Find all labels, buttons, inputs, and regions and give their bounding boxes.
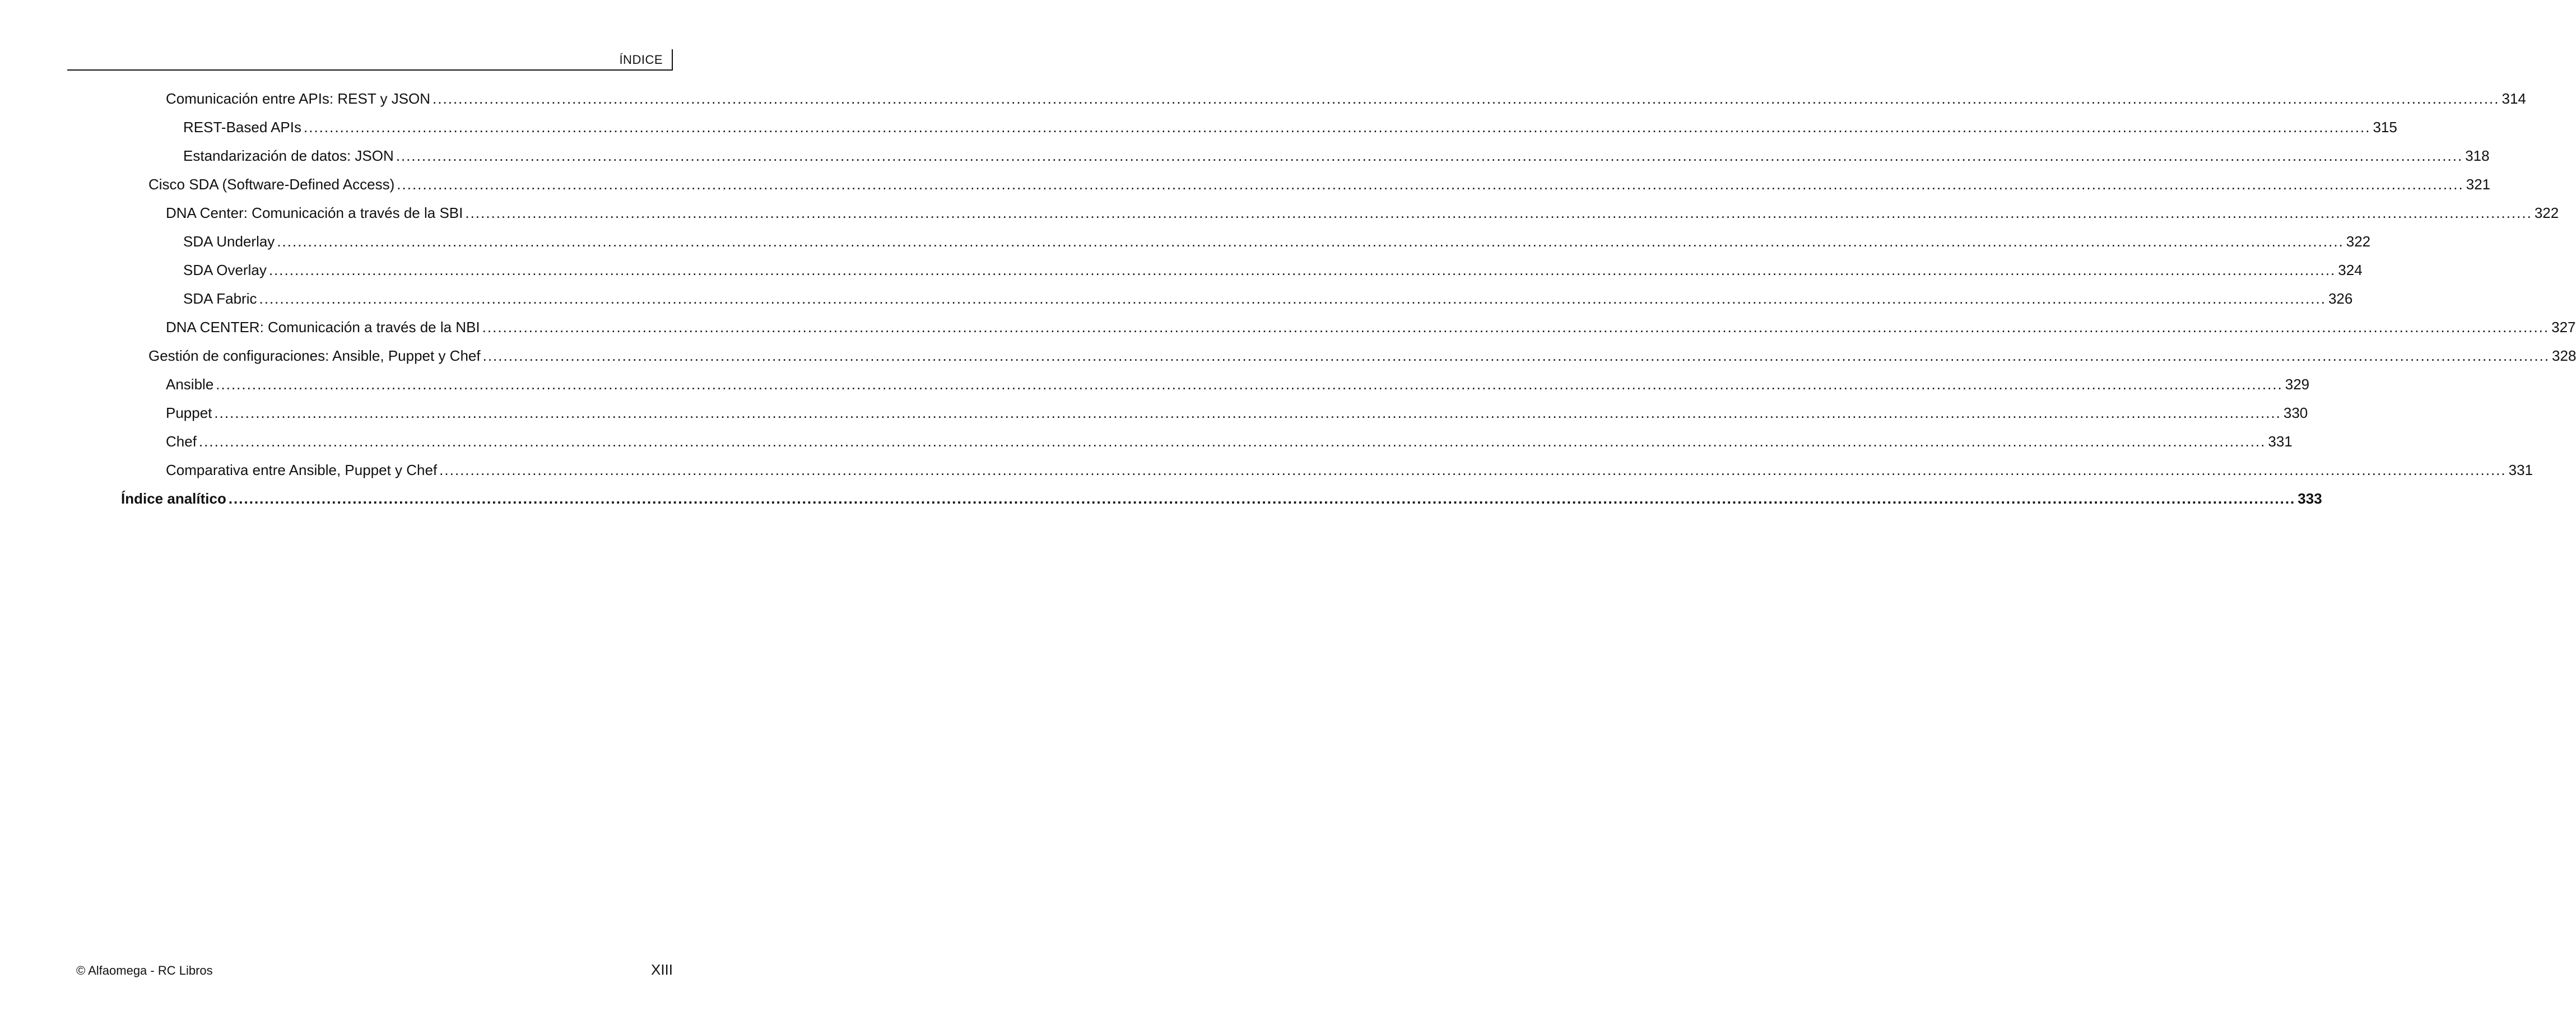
toc-dot-leader: ................................................................................................................................................................................................................................................................................................................................................................................................................ [482,347,2550,364]
toc-entry-page: 324 [2338,262,2363,278]
toc-entry[interactable] [148,173,2491,195]
toc-entry-page: 331 [2268,433,2293,450]
toc-entry[interactable] [183,287,2353,310]
toc-dot-leader: ................................................................................................................................................................................................................................................................................................................................................................................................................ [433,90,2500,107]
toc-entry-title: Índice analítico [121,490,226,507]
toc-entry[interactable] [183,145,2490,167]
toc-entry-title: Cisco SDA (Software-Defined Access) [148,176,395,193]
toc-entry-title: Chef [166,433,197,450]
toc-dot-leader: ................................................................................................................................................................................................................................................................................................................................................................................................................ [396,147,2463,164]
header-title: ÍNDICE [619,53,663,67]
toc-entry-title: Estandarización de datos: JSON [183,147,394,164]
toc-entry[interactable] [166,430,2293,453]
toc-entry[interactable] [121,487,2322,510]
toc-dot-leader: ................................................................................................................................................................................................................................................................................................................................................................................................................ [214,404,2281,421]
page-header [67,49,673,71]
toc-entry-page: 329 [2285,376,2310,393]
toc-entry-page: 314 [2501,90,2526,107]
toc-entry[interactable] [166,87,2526,110]
toc-entry-page: 318 [2465,147,2490,164]
toc-entry-page: 321 [2466,176,2491,193]
toc-dot-leader: ................................................................................................................................................................................................................................................................................................................................................................................................................ [216,376,2283,393]
toc-entry-title: SDA Underlay [183,233,275,250]
toc-dot-leader: ................................................................................................................................................................................................................................................................................................................................................................................................................ [482,319,2550,336]
toc-entry[interactable] [183,230,2371,253]
toc-entry[interactable] [166,316,2576,338]
toc-entry-page: 327 [2551,319,2576,336]
toc-entry-title: Puppet [166,404,212,421]
toc-entry-title: Comparativa entre Ansible, Puppet y Chef [166,462,438,478]
toc-entry-page: 328 [2552,347,2576,364]
toc-entry-page: 322 [2534,204,2559,221]
toc-entry[interactable] [166,459,2533,481]
toc-entry-title: Gestión de configuraciones: Ansible, Puppet y Chef [148,347,481,364]
toc-dot-leader: ................................................................................................................................................................................................................................................................................................................................................................................................................ [259,290,2326,307]
toc-dot-leader: ................................................................................................................................................................................................................................................................................................................................................................................................................ [465,204,2532,221]
toc-entry-page: 326 [2328,290,2353,307]
toc-dot-leader: ................................................................................................................................................................................................................................................................................................................................................................................................................ [397,176,2464,193]
toc-entry-page: 330 [2283,404,2308,421]
toc-entry-page: 331 [2508,462,2533,478]
toc-entry-title: Ansible [166,376,214,393]
toc-dot-leader: ................................................................................................................................................................................................................................................................................................................................................................................................................ [277,233,2344,250]
footer-publisher: © Alfaomega - RC Libros [76,963,213,977]
toc-entry[interactable] [166,402,2308,424]
toc-entry-title: Comunicación entre APIs: REST y JSON [166,90,431,107]
toc-entry-title: SDA Fabric [183,290,257,307]
toc-entry-page: 322 [2346,233,2371,250]
toc-entry-page: 315 [2373,119,2397,136]
toc-entry-title: DNA CENTER: Comunicación a través de la NBI [166,319,480,336]
toc-dot-leader: ................................................................................................................................................................................................................................................................................................................................................................................................................ [198,433,2266,450]
toc-entry-page: 333 [2298,490,2322,507]
toc-entry[interactable] [148,344,2576,367]
toc-dot-leader: ................................................................................................................................................................................................................................................................................................................................................................................................................ [439,462,2507,478]
header-vertical-rule [672,49,673,69]
toc-entry[interactable] [166,202,2559,224]
toc-entry[interactable] [166,373,2310,395]
footer-page-number: XIII [650,961,673,978]
toc-entry[interactable] [183,116,2397,138]
toc-dot-leader: ................................................................................................................................................................................................................................................................................................................................................................................................................ [228,490,2296,507]
toc-entry[interactable] [183,259,2363,281]
toc-entry-title: DNA Center: Comunicación a través de la SBI [166,204,463,221]
toc-entry-title: SDA Overlay [183,262,267,278]
toc-dot-leader: ................................................................................................................................................................................................................................................................................................................................................................................................................ [268,262,2336,278]
toc-entry-title: REST-Based APIs [183,119,301,136]
toc-dot-leader: ................................................................................................................................................................................................................................................................................................................................................................................................................ [303,119,2371,136]
